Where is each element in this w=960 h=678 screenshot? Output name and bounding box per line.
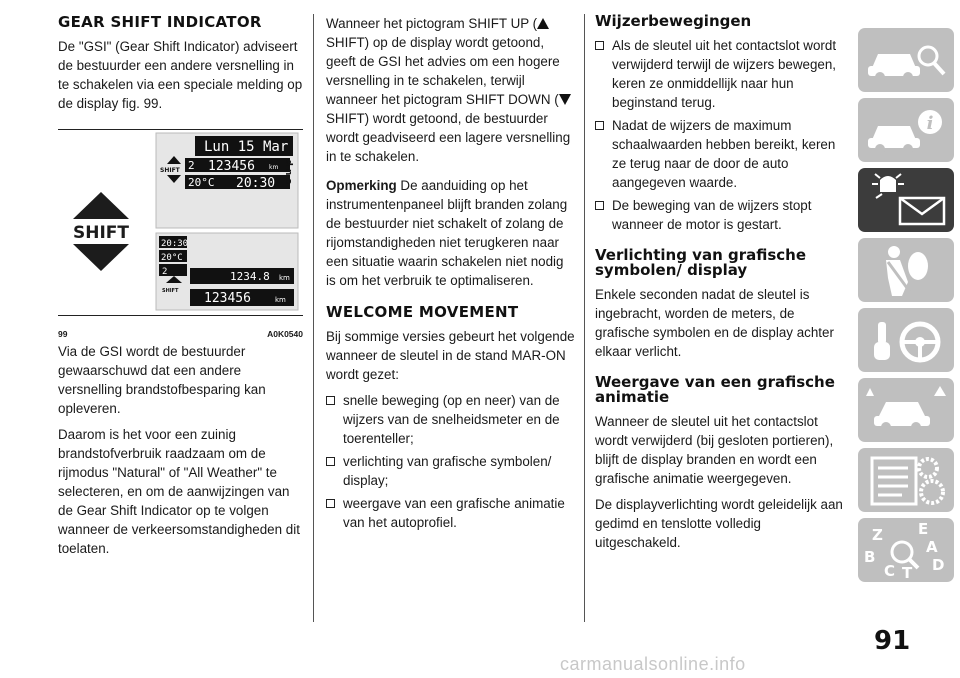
figure-code: A0K0540 [267,329,303,339]
tab-car-search[interactable] [858,28,954,92]
list-item: Nadat de wijzers de maximum schaalwaarden hebben bereikt, keren ze terug naar de door de auto aangegeven waarde. [595,116,850,192]
svg-text:2: 2 [162,267,168,277]
paragraph: Bij sommige versies gebeurt het volgende wanneer de sleutel in de stand MAR-ON wordt gezet: [326,329,575,382]
watermark: carmanualsonline.info [560,654,746,674]
paragraph: Wanneer de sleutel uit het contactslot wordt verwijderd (bij gesloten portieren), blijft de display branden en wordt een grafische animatie weergegeven. [595,413,834,486]
gsi-display-illustration [58,130,303,315]
list-item: Als de sleutel uit het contactslot wordt verwijderd terwijl de wijzers bewegen, keren ze onmiddellijk naar hun beginstand terug. [595,36,850,112]
heading-gear-shift-indicator: GEAR SHIFT INDICATOR [58,13,262,31]
column-divider [313,14,314,622]
svg-text:123456: 123456 [208,159,255,174]
display-date: Lun 15 Mar [204,139,289,155]
svg-text:E: E [918,520,929,538]
figure-number: 99 [58,329,68,339]
list-item: verlichting van grafische symbolen/ display; [326,452,576,490]
svg-text:20:30: 20:30 [161,239,189,249]
svg-text:C: C [884,562,896,580]
note-paragraph: Opmerking De aanduiding op het instrumentenpaneel blijft branden zolang de bestuurder niet schakelt of zolang de rijomstandigheden niet terugkeren naar een situatie waarin schakelen niet nodig is om het verbruik te optimaliseren. [326,178,568,288]
shift-down-arrow-icon [73,244,129,271]
svg-text:i: i [926,113,934,134]
svg-text:SHIFT: SHIFT [162,288,179,294]
svg-text:Z: Z [872,526,883,544]
column-divider [584,14,585,622]
svg-text:km: km [269,164,279,171]
shift-down-triangle-icon [559,94,571,105]
checkbox-bullet-icon [595,41,604,50]
svg-text:A: A [926,538,938,556]
svg-text:123456: 123456 [204,291,251,306]
heading-weergave-animatie: Weergave van een grafische animatie [595,372,835,406]
tab-car-info[interactable] [858,98,954,162]
checklist [326,391,576,532]
svg-text:D: D [932,556,945,574]
note-label: Opmerking [326,178,397,193]
column-middle [326,14,576,536]
heading-welcome-movement: WELCOME MOVEMENT [326,303,519,321]
list-item: De beweging van de wijzers stopt wanneer de motor is gestart. [595,196,850,234]
tab-warning-lights-messages[interactable] [858,168,954,232]
shift-up-arrow-icon [73,192,129,219]
paragraph-shift-icons: Wanneer het pictogram SHIFT UP ( SHIFT) op de display wordt getoond, geeft de GSI het advies om een hogere versnelling in te schakelen, terwijl wanneer het pictogram SHIFT DOWN ( SHIFT) wordt getoond, de bestuurder wordt geadviseerd een lagere versnelling in te schakelen. [326,16,571,164]
svg-text:km: km [279,274,290,282]
figure-99 [58,129,303,339]
checklist [595,36,850,234]
paragraph: Daarom is het voor een zuinig brandstofverbruik raadzaam om de rijmodus "Natural" of "All Weather" te selecteren, en om de aanwijzingen van de Gear Shift Indicator op te volgen wanneer de verkeersomstandigheden dit toelaten. [58,427,300,556]
checkbox-bullet-icon [326,499,335,508]
shift-up-triangle-icon [537,18,549,29]
svg-text:d n a: d n a [283,159,293,185]
paragraph: De displayverlichting wordt geleidelijk aan gedimd en tenslotte volledig uitgeschakeld. [595,496,843,550]
svg-text:20°C: 20°C [188,176,215,189]
svg-text:B: B [864,548,876,566]
tab-technical-data[interactable] [858,448,954,512]
heading-verlichting: Verlichting van grafische symbolen/ display [595,245,807,279]
tab-starting-driving[interactable] [858,308,954,372]
column-right [595,14,850,559]
tab-index[interactable] [858,518,954,582]
list-item: weergave van een grafische animatie van het autoprofiel. [326,494,576,532]
paragraph: De "GSI" (Gear Shift Indicator) adviseert de bestuurder een andere versnelling in te schakelen via een speciale melding op de display fig. 99. [58,39,303,111]
svg-text:km: km [275,296,286,304]
heading-wijzerbewegingen: Wijzerbewegingen [595,12,752,30]
paragraph: Enkele seconden nadat de sleutel is ingebracht, worden de meters, de grafische symbolen en de display achter elkaar verlicht. [595,286,834,359]
chapter-tabs [858,28,954,588]
list-item: snelle beweging (op en neer) van de wijzers van de snelheidsmeter en de toerenteller; [326,391,576,448]
svg-text:20:30: 20:30 [236,176,276,191]
column-left [58,14,303,565]
tab-safety[interactable] [858,238,954,302]
svg-text:20°C: 20°C [161,253,183,263]
svg-text:SHIFT: SHIFT [160,167,180,174]
checkbox-bullet-icon [326,396,335,405]
checkbox-bullet-icon [595,201,604,210]
page-number: 91 [874,626,911,656]
checkbox-bullet-icon [326,457,335,466]
shift-label: SHIFT [72,223,130,243]
checkbox-bullet-icon [595,121,604,130]
svg-text:T: T [902,564,913,582]
paragraph: Via de GSI wordt de bestuurder gewaarschuwd dat een andere versnelling brandstofbesparing kan opleveren. [58,344,266,416]
tab-emergency[interactable] [858,378,954,442]
svg-text:1234.8: 1234.8 [230,270,270,283]
svg-text:2: 2 [188,159,195,172]
